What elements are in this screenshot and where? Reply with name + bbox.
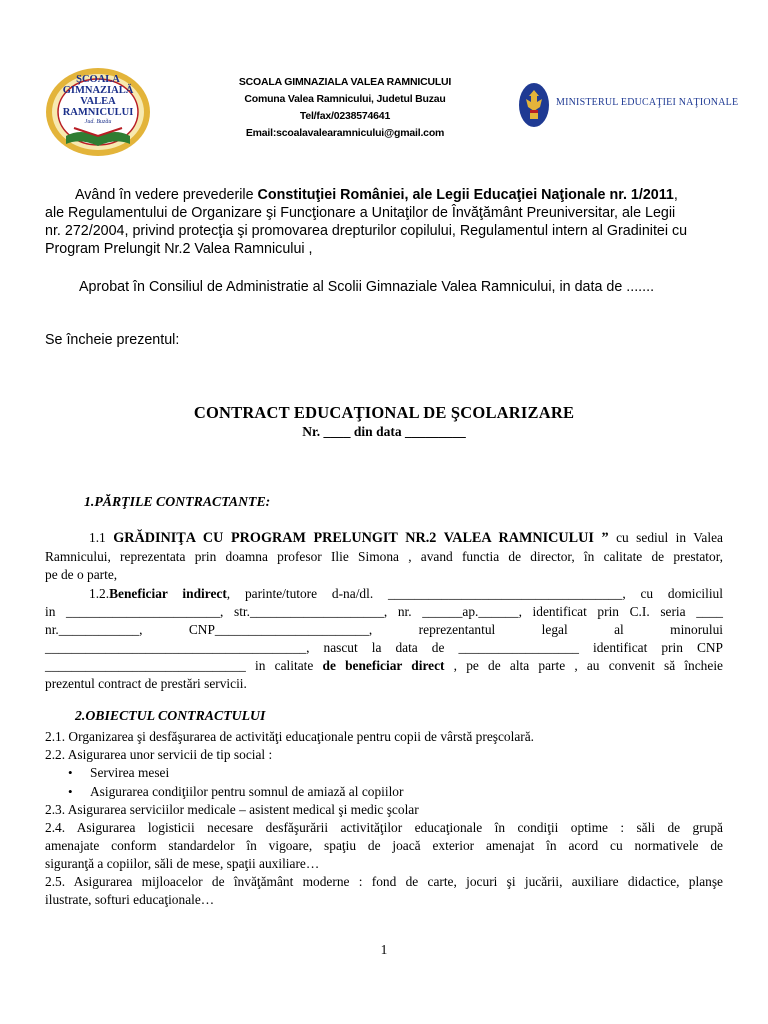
logo-text-line: GIMNAZIALĂ [62, 85, 134, 96]
logo-text-line: VALEA [80, 96, 116, 107]
bullet-icon: • [68, 765, 73, 780]
intro-text: Având în vedere prevederile [75, 187, 258, 203]
school-info [200, 74, 490, 142]
clause-number: 1.1 [89, 530, 114, 545]
school-email: Email:scoalavalearamnicului@gmail.com [245, 127, 445, 139]
intro-text: , [673, 187, 678, 203]
clause-number: 1.2. [89, 586, 110, 601]
intro-law-reference: Constituţiei României, ale Legii Educaţiei Naţionale nr. 1/2011 [257, 187, 674, 203]
clause-2-3: 2.3. Asigurarea serviciilor medicale – asistent medical şi medic şcolar [45, 802, 419, 817]
clause-2-1: 2.1. Organizarea şi desfăşurarea de activităţi educaţionale pentru copii de vârstă preşcolară. [45, 729, 535, 744]
clause-text: prezentul contract de prestări servicii. [45, 676, 247, 691]
school-name: SCOALA GIMNAZIALA VALEA RAMNICULUI [238, 76, 452, 88]
bullet-icon: • [68, 783, 73, 799]
approval-statement: Aprobat în Consiliul de Administratie al Scolii Gimnaziale Valea Ramnicului, in data de ....... [79, 279, 655, 295]
contract-number: Nr. ____ din data _________ [302, 424, 466, 439]
intro-text: ale Regulamentului de Organizare şi Funcţionare a Unitaţilor de Învăţământ Preuniversitar, ale Legii [45, 205, 676, 221]
intro-paragraph [45, 186, 725, 258]
clause-text: _______________________________________, nascut la data de __________________ identificat prin CNP [45, 640, 723, 655]
clause-text: ______________________________ in calitate [45, 658, 323, 673]
clause-text: , pe de alta parte , au convenit să încheie [444, 658, 723, 673]
clause-text: siguranţă a copiilor, săli de mese, spaţii auxiliare… [45, 856, 320, 871]
school-address: Comuna Valea Ramnicului, Judetul Buzau [244, 93, 446, 105]
school-phone: Tel/fax/0238574641 [299, 110, 391, 122]
clause-text: in _______________________, str.____________________, nr. ______ap.______, identificat prin C.I. seria ____ [45, 604, 723, 619]
indirect-beneficiary-label: Beneficiar indirect [109, 586, 227, 601]
clause-text: pe de o parte, [45, 567, 118, 582]
section-heading: 1.PĂRŢILE CONTRACTANTE: [84, 494, 271, 509]
clause-text: cu sediul in Valea [608, 530, 723, 545]
intro-text: nr. 272/2004, privind protecţia şi promovarea drepturilor copilului, Regulamentul intern al Gradinitei cu [45, 223, 688, 239]
logo-text-line: Jud. Buzău [84, 119, 112, 125]
clause-text: amenajate conform standardelor în vigoare, spaţiu de joacă exterior amenajat în acord cu normativele de [45, 838, 723, 853]
clause-text: ilustrate, softuri educaţionale… [45, 892, 215, 907]
school-logo [44, 66, 152, 158]
logo-text-line: RAMNICULUI [62, 107, 134, 118]
concluded-statement: Se încheie prezentul: [45, 332, 180, 348]
clause-text: Ramnicului, reprezentata prin doamna profesor Ilie Simona , avand functia de director, în calitate de prestator, [45, 549, 723, 564]
page-number: 1 [380, 942, 388, 957]
clause-1-2 [89, 585, 723, 603]
direct-beneficiary-label: de beneficiar direct [322, 658, 445, 673]
contract-title: CONTRACT EDUCAŢIONAL DE ŞCOLARIZARE [193, 403, 575, 422]
list-item-text: Asigurarea condiţiilor pentru somnul de amiază al copiilor [90, 783, 404, 799]
clause-text: , parinte/tutore d-na/dl. ___________________________________, cu domiciliul [226, 586, 723, 601]
ministry-crest-icon [518, 82, 550, 128]
list-item-text: Servirea mesei [90, 765, 170, 780]
clause-line [45, 657, 723, 675]
clause-2-5: 2.5. Asigurarea mijloacelor de învăţământ moderne : fond de carte, jocuri şi jucării, auxiliare didactice, planşe [45, 874, 723, 889]
intro-text: Program Prelungit Nr.2 Valea Ramnicului , [45, 241, 313, 257]
clause-1-1 [89, 529, 723, 547]
section-heading: 2.OBIECTUL CONTRACTULUI [75, 708, 266, 723]
ministry-name: MINISTERUL EDUCAŢIEI NAŢIONALE [556, 97, 739, 108]
clause-2-2: 2.2. Asigurarea unor servicii de tip social : [45, 747, 273, 762]
clause-text: nr.____________, CNP_______________________, reprezentantul legal al minorului [45, 622, 723, 637]
logo-text-line: ŞCOALA [76, 74, 120, 85]
kindergarten-name: GRĂDINIŢA CU PROGRAM PRELUNGIT NR.2 VALEA RAMNICULUI ” [113, 530, 609, 546]
clause-2-4: 2.4. Asigurarea logisticii necesare desfăşurării activităţilor educaţionale în condiţii optime : săli de grupă [45, 820, 723, 835]
